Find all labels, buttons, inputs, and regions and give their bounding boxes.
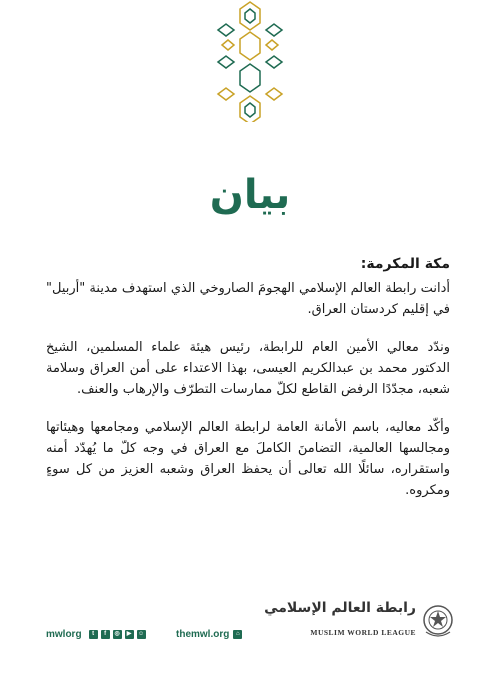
statement-title: بيان [209,172,291,218]
website-link[interactable] [176,629,242,640]
logo-arabic-text: رابطة العالم الإسلامي [264,600,416,616]
paragraph-1: أدانت رابطة العالم الإسلامي الهجومَ الصاروخي الذي استهدف مدينة "أربيل" في إقليم كردستان العراق. [46,281,450,317]
footer [46,596,454,652]
statement-body [46,256,450,518]
facebook-icon[interactable]: f [101,630,110,639]
geometric-pattern-decoration [210,0,290,122]
mwl-logo [264,596,454,652]
youtube-icon[interactable]: ▶ [125,630,134,639]
paragraph-3: وأكّد معاليه، باسم الأمانة العامة لرابطة العالم الإسلامي ومجامعها وهيئاتها ومجالسها العالمية، التضامنَ الكاملَ مع العراق في وجه كلّ ما يُهدّد أمنه واستقراره، سائلًا الله تعالى أن يحفظ العراق وشعبه العزيز من كل سوءٍ ومكروه. [46,420,450,498]
instagram-icon[interactable]: ◎ [114,631,120,637]
dateline-heading: مكة المكرمة: [360,256,450,272]
home-icon: ⌂ [233,630,242,639]
logo-english-text: MUSLIM WORLD LEAGUE [310,628,416,637]
website-text: themwl.org [176,629,230,640]
social-links [46,629,146,640]
mwl-emblem-icon [422,602,454,640]
snapchat-icon[interactable]: ☺ [137,631,145,637]
social-handle[interactable]: mwlorg [46,629,82,640]
twitter-icon[interactable]: t [89,630,98,639]
paragraph-2: وندّد معالي الأمين العام للرابطة، رئيس هيئة علماء المسلمين، الشيخ الدكتور محمد بن عبدالكريم العيسى، بهذا الاعتداء على أمن العراق وسلامة شعبه، مجدّدًا الرفض القاطع لكلّ ممارسات التطرّف والإرهاب والعنف. [46,340,450,397]
